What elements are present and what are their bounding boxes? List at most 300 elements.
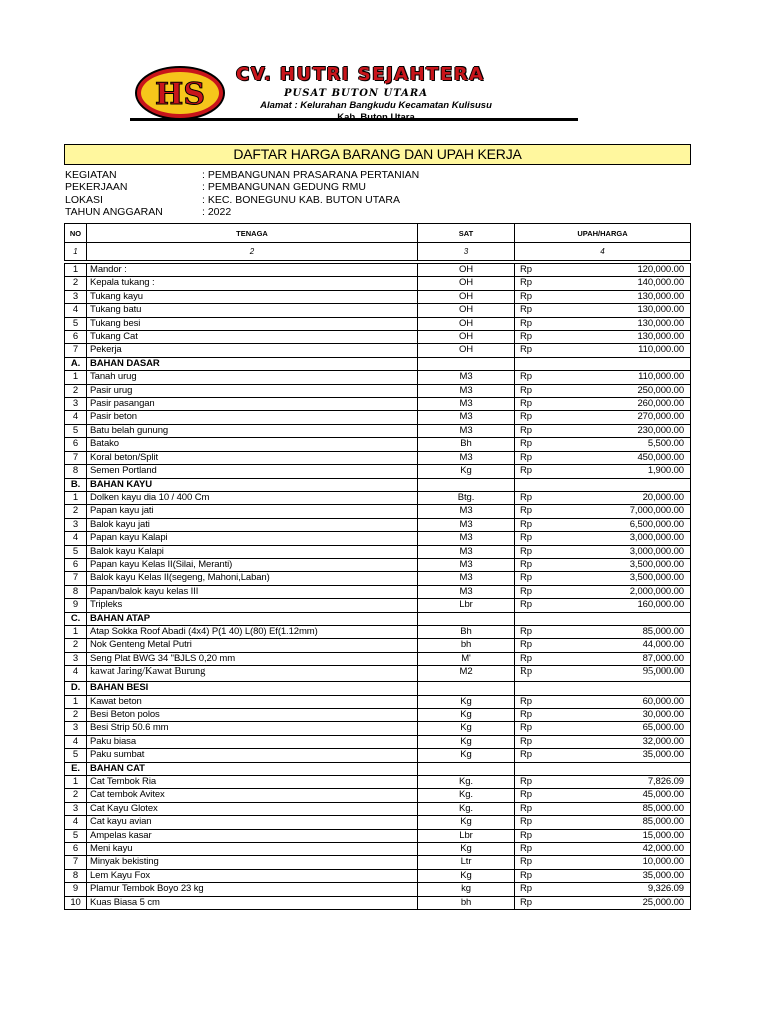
row-currency xyxy=(514,682,554,694)
row-price: 250,000.00 xyxy=(637,384,684,396)
table-row xyxy=(65,519,690,532)
row-name: BAHAN KAYU xyxy=(86,479,417,491)
table-row xyxy=(65,371,690,384)
header-tenaga: TENAGA xyxy=(86,224,417,242)
row-price: 160,000.00 xyxy=(637,599,684,611)
row-currency: Rp xyxy=(514,505,554,517)
row-price: 7,000,000.00 xyxy=(629,505,684,517)
row-no: 4 xyxy=(72,666,79,678)
table-row xyxy=(65,749,690,762)
table-row xyxy=(65,696,690,709)
letterhead-divider xyxy=(130,118,578,121)
row-no: 10 xyxy=(70,896,81,908)
row-sat: Kg xyxy=(417,870,514,882)
row-no: 7 xyxy=(72,451,79,463)
row-price: 140,000.00 xyxy=(637,277,684,289)
index-tenaga: 2 xyxy=(86,243,417,260)
row-name: Paku sumbat xyxy=(86,749,417,761)
table-row xyxy=(65,776,690,789)
row-name: Kawat beton xyxy=(86,696,417,708)
row-currency: Rp xyxy=(514,331,554,343)
row-sat: M3 xyxy=(417,452,514,464)
row-currency: Rp xyxy=(514,722,554,734)
row-no: 8 xyxy=(72,465,79,477)
row-sat: Btg. xyxy=(417,492,514,504)
row-no: 9 xyxy=(72,599,79,611)
row-name: Meni kayu xyxy=(86,843,417,855)
row-currency xyxy=(514,479,554,491)
row-sat: M3 xyxy=(417,385,514,397)
row-name: Pasir beton xyxy=(86,411,417,423)
row-price: 85,000.00 xyxy=(642,816,684,828)
row-sat: kg xyxy=(417,883,514,895)
row-currency: Rp xyxy=(514,291,554,303)
row-price: 9,326.09 xyxy=(647,883,684,895)
row-sat: M2 xyxy=(417,666,514,681)
row-currency: Rp xyxy=(514,586,554,598)
row-sat: M3 xyxy=(417,546,514,558)
row-currency: Rp xyxy=(514,897,554,909)
table-row xyxy=(65,411,690,424)
row-no: 5 xyxy=(72,829,79,841)
row-price: 130,000.00 xyxy=(637,317,684,329)
meta-row xyxy=(65,206,685,218)
row-no: B. xyxy=(70,478,81,490)
row-no: 3 xyxy=(72,722,79,734)
row-no: 1 xyxy=(72,264,79,275)
row-no: 6 xyxy=(72,558,79,570)
row-name: Pekerja xyxy=(86,344,417,356)
row-name: Paku biasa xyxy=(86,736,417,748)
row-no: 1 xyxy=(72,371,79,383)
row-price: 260,000.00 xyxy=(637,398,684,410)
row-price: 3,500,000.00 xyxy=(629,558,684,570)
row-name: Besi Strip 50.6 mm xyxy=(86,722,417,734)
row-sat: Kg. xyxy=(417,776,514,788)
row-price: 3,000,000.00 xyxy=(629,545,684,557)
row-no: 3 xyxy=(72,802,79,814)
table-row xyxy=(65,843,690,856)
row-sat: M3 xyxy=(417,532,514,544)
row-sat: Kg. xyxy=(417,789,514,801)
row-price: 44,000.00 xyxy=(642,639,684,651)
row-name: Papan/balok kayu kelas III xyxy=(86,586,417,598)
row-currency: Rp xyxy=(514,264,554,276)
row-name: Semen Portland xyxy=(86,465,417,477)
table-header xyxy=(64,223,691,242)
row-currency: Rp xyxy=(514,532,554,544)
row-sat: bh xyxy=(417,897,514,909)
table-row xyxy=(65,856,690,869)
row-no: 9 xyxy=(72,883,79,895)
row-no: 5 xyxy=(72,749,79,761)
table-row xyxy=(65,425,690,438)
row-name: Batako xyxy=(86,438,417,450)
row-no: 6 xyxy=(72,331,79,343)
row-sat: M3 xyxy=(417,586,514,598)
row-sat: Ltr xyxy=(417,856,514,868)
table-row xyxy=(65,318,690,331)
row-price: 32,000.00 xyxy=(642,735,684,747)
row-price: 1,900.00 xyxy=(647,465,684,477)
table-row xyxy=(65,626,690,639)
row-name: BAHAN BESI xyxy=(86,682,417,694)
meta-info xyxy=(65,169,685,218)
row-sat: Kg. xyxy=(417,803,514,815)
row-name: Papan kayu jati xyxy=(86,505,417,517)
row-price: 6,500,000.00 xyxy=(629,518,684,530)
meta-label-tahun: TAHUN ANGGARAN xyxy=(65,205,163,218)
row-currency: Rp xyxy=(514,749,554,761)
row-no: 2 xyxy=(72,639,79,651)
row-price: 45,000.00 xyxy=(642,789,684,801)
row-currency xyxy=(514,613,554,625)
row-name: Batu belah gunung xyxy=(86,425,417,437)
row-currency: Rp xyxy=(514,546,554,558)
row-currency: Rp xyxy=(514,883,554,895)
row-name: Atap Sokka Roof Abadi (4x4) P(1 40) L(80) Ef(1.12mm) xyxy=(86,626,417,638)
table-row xyxy=(65,709,690,722)
row-no: E. xyxy=(71,762,80,774)
row-sat: Bh xyxy=(417,438,514,450)
row-no: 5 xyxy=(72,424,79,436)
table-row xyxy=(65,331,690,344)
row-sat xyxy=(417,763,514,775)
row-name: Tripleks xyxy=(86,599,417,611)
meta-value-pekerjaan: : PEMBANGUNAN GEDUNG RMU xyxy=(202,181,366,194)
row-name: Balok kayu Kalapi xyxy=(86,546,417,558)
row-currency xyxy=(514,763,554,775)
row-price: 42,000.00 xyxy=(642,843,684,855)
table-row xyxy=(65,291,690,304)
row-no: 7 xyxy=(72,856,79,868)
row-price: 60,000.00 xyxy=(642,695,684,707)
row-name: Tukang besi xyxy=(86,318,417,330)
row-price: 130,000.00 xyxy=(637,290,684,302)
row-no: 4 xyxy=(72,816,79,828)
row-sat: M3 xyxy=(417,371,514,383)
row-currency: Rp xyxy=(514,639,554,651)
row-name: Plamur Tembok Boyo 23 kg xyxy=(86,883,417,895)
section-row xyxy=(65,613,690,626)
row-no: 2 xyxy=(72,709,79,720)
row-price: 120,000.00 xyxy=(637,264,684,275)
row-name: Balok kayu Kelas II(segeng, Mahoni,Laban) xyxy=(86,572,417,584)
row-currency: Rp xyxy=(514,572,554,584)
row-sat: Kg xyxy=(417,696,514,708)
row-name: BAHAN ATAP xyxy=(86,613,417,625)
row-sat: Kg xyxy=(417,722,514,734)
table-row xyxy=(65,385,690,398)
row-currency: Rp xyxy=(514,438,554,450)
header-no: NO xyxy=(69,228,82,238)
row-sat: M3 xyxy=(417,505,514,517)
row-price: 2,000,000.00 xyxy=(629,585,684,597)
table-row xyxy=(65,653,690,666)
row-name: Kuas Biasa 5 cm xyxy=(86,897,417,909)
row-no: 8 xyxy=(72,585,79,597)
row-currency xyxy=(514,358,554,370)
row-currency: Rp xyxy=(514,277,554,289)
row-currency: Rp xyxy=(514,870,554,882)
row-no: 2 xyxy=(72,384,79,396)
row-no: 1 xyxy=(72,695,79,707)
meta-label-lokasi: LOKASI xyxy=(65,193,103,206)
row-sat: Kg xyxy=(417,816,514,828)
meta-label-pekerjaan: PEKERJAAN xyxy=(65,181,128,194)
table-row xyxy=(65,505,690,518)
index-sat: 3 xyxy=(417,243,514,260)
row-name: Kepala tukang : xyxy=(86,277,417,289)
row-no: 4 xyxy=(72,532,79,544)
table-row xyxy=(65,344,690,357)
meta-value-kegiatan: : PEMBANGUNAN PRASARANA PERTANIAN xyxy=(202,169,420,181)
table-row xyxy=(65,897,690,910)
meta-row xyxy=(65,181,685,193)
row-sat: Kg xyxy=(417,709,514,721)
row-sat xyxy=(417,358,514,370)
table-row xyxy=(65,789,690,802)
row-currency: Rp xyxy=(514,626,554,638)
table-row xyxy=(65,870,690,883)
table-row xyxy=(65,398,690,411)
row-name: Tukang batu xyxy=(86,304,417,316)
row-name: Pasir pasangan xyxy=(86,398,417,410)
row-price: 30,000.00 xyxy=(642,709,684,720)
row-currency: Rp xyxy=(514,318,554,330)
section-row xyxy=(65,682,690,695)
row-no: 7 xyxy=(72,344,79,356)
row-price: 230,000.00 xyxy=(637,424,684,436)
row-no: 4 xyxy=(72,411,79,423)
row-sat: M3 xyxy=(417,559,514,571)
row-name: Pasir urug xyxy=(86,385,417,397)
row-currency: Rp xyxy=(514,452,554,464)
index-harga: 4 xyxy=(514,243,690,260)
row-sat: OH xyxy=(417,277,514,289)
row-no: 3 xyxy=(72,652,79,664)
row-currency: Rp xyxy=(514,856,554,868)
row-sat: OH xyxy=(417,304,514,316)
row-currency: Rp xyxy=(514,709,554,721)
row-price: 10,000.00 xyxy=(642,856,684,868)
row-no: 4 xyxy=(72,735,79,747)
table-row xyxy=(65,830,690,843)
row-no: 2 xyxy=(72,505,79,517)
row-name: BAHAN CAT xyxy=(86,763,417,775)
row-currency: Rp xyxy=(514,492,554,504)
row-no: 1 xyxy=(72,776,79,788)
row-price: 20,000.00 xyxy=(642,491,684,503)
section-row xyxy=(65,479,690,492)
table-row xyxy=(65,532,690,545)
row-name: Tanah urug xyxy=(86,371,417,383)
row-currency: Rp xyxy=(514,843,554,855)
row-sat xyxy=(417,479,514,491)
meta-value-tahun: : 2022 xyxy=(202,205,232,218)
meta-row xyxy=(65,194,685,206)
table-row xyxy=(65,572,690,585)
row-no: 4 xyxy=(72,304,79,316)
table-body xyxy=(64,263,691,910)
row-name: Tukang Cat xyxy=(86,331,417,343)
row-price: 95,000.00 xyxy=(642,666,684,678)
row-sat: Kg xyxy=(417,749,514,761)
row-currency: Rp xyxy=(514,816,554,828)
row-no: 5 xyxy=(72,545,79,557)
header-harga: UPAH/HARGA xyxy=(514,224,690,242)
row-price: 130,000.00 xyxy=(637,331,684,343)
row-price: 270,000.00 xyxy=(637,411,684,423)
company-subtitle: PUSAT BUTON UTARA xyxy=(284,88,428,99)
row-price: 85,000.00 xyxy=(642,625,684,637)
row-name: Papan kayu Kalapi xyxy=(86,532,417,544)
table-row xyxy=(65,816,690,829)
row-name: Koral beton/Split xyxy=(86,452,417,464)
row-sat: M' xyxy=(417,653,514,665)
row-currency: Rp xyxy=(514,465,554,477)
table-row xyxy=(65,586,690,599)
row-currency: Rp xyxy=(514,653,554,665)
row-price: 25,000.00 xyxy=(642,896,684,908)
row-name: Ampelas kasar xyxy=(86,830,417,842)
row-sat: bh xyxy=(417,639,514,651)
row-name: BAHAN DASAR xyxy=(86,358,417,370)
row-sat: OH xyxy=(417,264,514,276)
index-no: 1 xyxy=(73,247,78,256)
row-currency: Rp xyxy=(514,304,554,316)
row-price: 15,000.00 xyxy=(642,829,684,841)
table-index-row xyxy=(64,242,691,261)
row-price: 450,000.00 xyxy=(637,451,684,463)
row-name: Mandor : xyxy=(86,264,417,276)
row-sat: Lbr xyxy=(417,599,514,611)
row-sat: OH xyxy=(417,318,514,330)
table-row xyxy=(65,264,690,277)
row-price: 110,000.00 xyxy=(638,371,684,383)
row-no: 1 xyxy=(72,491,79,503)
row-name: Minyak bekisting xyxy=(86,856,417,868)
header-sat: SAT xyxy=(417,224,514,242)
row-currency: Rp xyxy=(514,344,554,356)
row-name: Besi Beton polos xyxy=(86,709,417,721)
row-name: Balok kayu jati xyxy=(86,519,417,531)
row-name: kawat Jaring/Kawat Burung xyxy=(86,666,417,681)
table-row xyxy=(65,639,690,652)
row-name: Cat kayu avian xyxy=(86,816,417,828)
row-no: 1 xyxy=(72,625,79,637)
row-sat: Kg xyxy=(417,843,514,855)
table-row xyxy=(65,666,690,682)
row-price: 35,000.00 xyxy=(642,869,684,881)
row-currency: Rp xyxy=(514,599,554,611)
row-currency: Rp xyxy=(514,385,554,397)
row-sat: Kg xyxy=(417,736,514,748)
row-sat: M3 xyxy=(417,572,514,584)
row-sat: Bh xyxy=(417,626,514,638)
table-row xyxy=(65,492,690,505)
company-name: CV. HUTRI SEJAHTERA xyxy=(236,64,485,85)
row-price: 35,000.00 xyxy=(642,749,684,761)
meta-value-lokasi: : KEC. BONEGUNU KAB. BUTON UTARA xyxy=(202,193,400,206)
row-name: Tukang kayu xyxy=(86,291,417,303)
row-no: 6 xyxy=(72,438,79,450)
table-row xyxy=(65,546,690,559)
row-price: 130,000.00 xyxy=(637,304,684,316)
company-block xyxy=(236,64,516,123)
row-name: Cat Tembok Ria xyxy=(86,776,417,788)
table-row xyxy=(65,736,690,749)
row-currency: Rp xyxy=(514,789,554,801)
row-no: D. xyxy=(70,682,81,694)
row-price: 65,000.00 xyxy=(642,722,684,734)
table-row xyxy=(65,599,690,612)
row-currency: Rp xyxy=(514,425,554,437)
row-no: 8 xyxy=(72,869,79,881)
row-currency: Rp xyxy=(514,696,554,708)
row-sat: OH xyxy=(417,344,514,356)
table-row xyxy=(65,722,690,735)
row-price: 5,500.00 xyxy=(647,438,684,450)
table-row xyxy=(65,277,690,290)
row-currency: Rp xyxy=(514,736,554,748)
row-name: Dolken kayu dia 10 / 400 Cm xyxy=(86,492,417,504)
row-price: 110,000.00 xyxy=(638,344,684,356)
row-name: Cat tembok Avitex xyxy=(86,789,417,801)
row-currency: Rp xyxy=(514,803,554,815)
company-logo xyxy=(134,64,226,122)
section-row xyxy=(65,763,690,776)
price-table xyxy=(64,223,691,910)
row-no: C. xyxy=(70,612,81,624)
row-price: 85,000.00 xyxy=(642,802,684,814)
row-price: 87,000.00 xyxy=(642,652,684,664)
row-currency: Rp xyxy=(514,666,554,681)
row-name: Cat Kayu Glotex xyxy=(86,803,417,815)
row-no: 2 xyxy=(72,277,79,289)
row-currency: Rp xyxy=(514,398,554,410)
row-currency: Rp xyxy=(514,371,554,383)
table-row xyxy=(65,559,690,572)
row-currency: Rp xyxy=(514,411,554,423)
row-sat: Lbr xyxy=(417,830,514,842)
row-no: 2 xyxy=(72,789,79,801)
row-sat: M3 xyxy=(417,398,514,410)
row-no: 7 xyxy=(72,572,79,584)
row-price: 3,000,000.00 xyxy=(629,532,684,544)
row-sat: M3 xyxy=(417,519,514,531)
row-name: Papan kayu Kelas II(Silai, Meranti) xyxy=(86,559,417,571)
row-no: A. xyxy=(70,357,81,369)
table-row xyxy=(65,452,690,465)
row-sat: OH xyxy=(417,291,514,303)
row-sat: Kg xyxy=(417,465,514,477)
row-name: Seng Plat BWG 34 "BJLS 0,20 mm xyxy=(86,653,417,665)
row-currency: Rp xyxy=(514,559,554,571)
row-no: 3 xyxy=(72,398,79,410)
table-row xyxy=(65,438,690,451)
row-sat xyxy=(417,613,514,625)
table-row xyxy=(65,465,690,478)
row-sat xyxy=(417,682,514,694)
row-currency: Rp xyxy=(514,519,554,531)
row-sat: M3 xyxy=(417,411,514,423)
row-name: Lem Kayu Fox xyxy=(86,870,417,882)
row-no: 6 xyxy=(72,843,79,855)
row-no: 3 xyxy=(72,518,79,530)
row-no: 5 xyxy=(72,317,79,329)
document-title: DAFTAR HARGA BARANG DAN UPAH KERJA xyxy=(64,144,691,165)
